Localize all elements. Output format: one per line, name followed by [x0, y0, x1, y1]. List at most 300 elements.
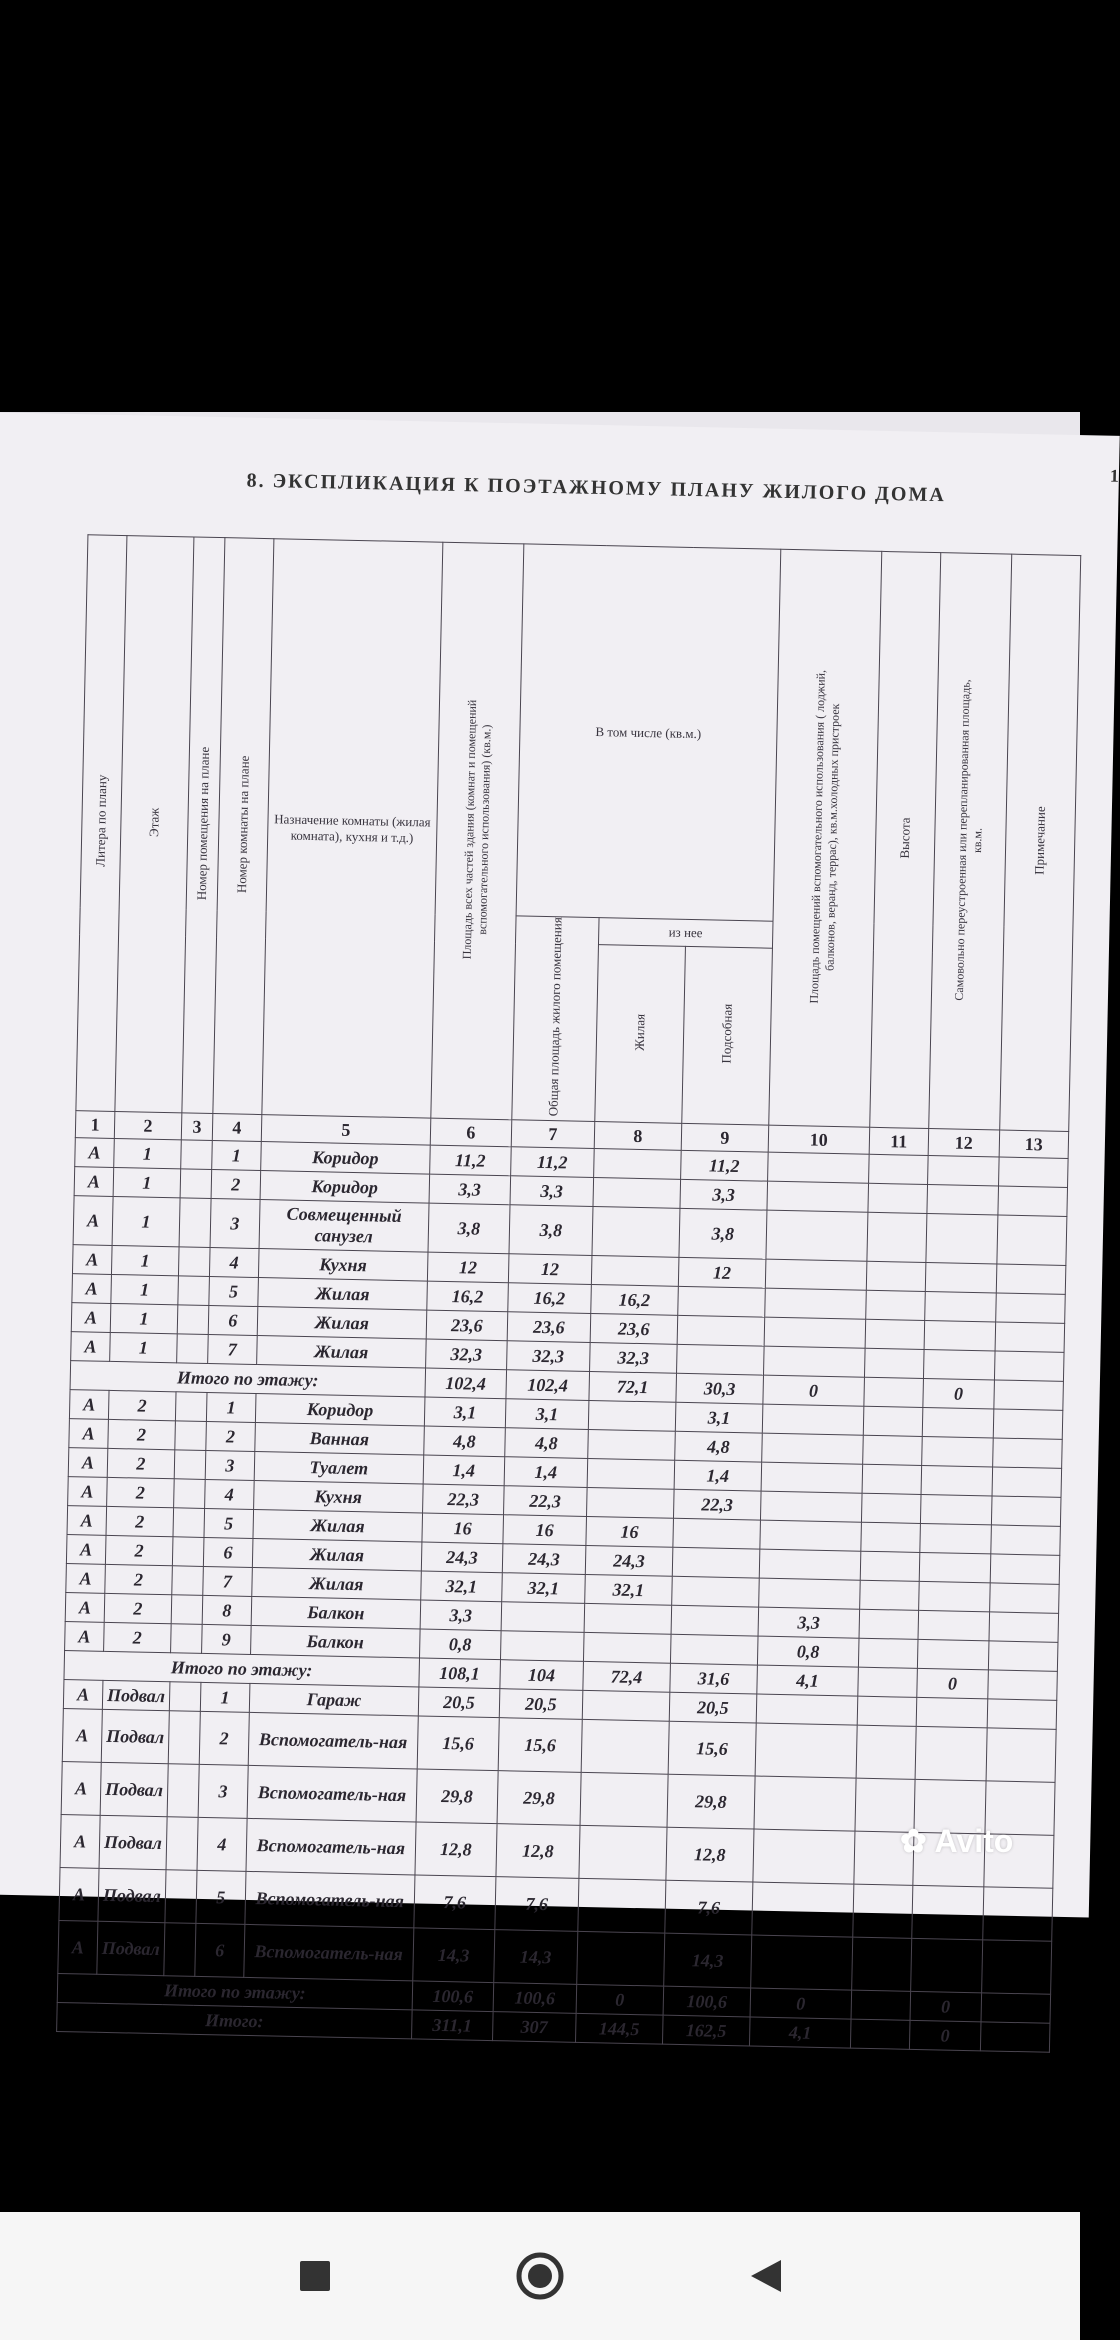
table-cell	[178, 1276, 210, 1306]
table-cell: Итого:	[57, 2003, 412, 2039]
table-cell	[864, 1377, 924, 1407]
table-cell: 31,6	[670, 1663, 758, 1694]
table-cell	[181, 1140, 213, 1170]
table-cell	[578, 1878, 666, 1933]
table-cell	[179, 1198, 211, 1248]
table-cell: А	[61, 1762, 101, 1816]
table-cell: А	[65, 1593, 105, 1623]
table-cell	[868, 1154, 928, 1184]
table-cell	[917, 1640, 989, 1670]
table-cell	[586, 1488, 674, 1519]
table-cell: 162,5	[662, 2015, 750, 2046]
table-cell	[169, 1682, 201, 1712]
home-button[interactable]	[510, 2246, 570, 2306]
table-cell	[922, 1437, 994, 1467]
table-cell: 2	[104, 1593, 171, 1623]
table-cell: 1,4	[423, 1455, 505, 1486]
table-cell	[859, 1580, 919, 1610]
table-cell: А	[68, 1477, 108, 1507]
table-cell	[927, 1185, 999, 1215]
table-cell	[175, 1421, 207, 1451]
table-cell: 5	[204, 1509, 254, 1539]
table-cell: 15,6	[668, 1721, 756, 1776]
table-cell: 12	[508, 1254, 592, 1285]
table-cell: 0	[576, 1984, 664, 2015]
table-cell: Подвал	[101, 1709, 169, 1763]
table-cell	[676, 1344, 764, 1375]
table-cell: А	[71, 1303, 111, 1333]
table-cell: Вспомогатель-ная	[244, 1924, 414, 1981]
table-cell	[992, 1438, 1062, 1468]
header-note: Примечание	[1000, 554, 1081, 1131]
table-cell: 16	[503, 1515, 587, 1546]
square-icon	[298, 2259, 332, 2293]
system-navigation-bar	[0, 2212, 1080, 2340]
table-cell: 2	[108, 1420, 175, 1450]
table-cell: 3,8	[509, 1205, 593, 1256]
table-cell: Туалет	[254, 1452, 424, 1485]
table-cell	[756, 1694, 858, 1725]
table-cell	[164, 1923, 196, 1977]
watermark-text: Avito	[934, 1823, 1014, 1859]
header-subgroup: из нее	[598, 918, 773, 949]
table-cell	[996, 1264, 1066, 1294]
table-cell	[588, 1401, 676, 1432]
table-cell	[670, 1634, 758, 1665]
table-cell: 20,5	[669, 1692, 757, 1723]
table-cell: 1	[110, 1304, 177, 1334]
table-cell	[923, 1350, 995, 1380]
table-cell: 32,3	[425, 1339, 507, 1370]
table-cell: 1	[113, 1168, 180, 1198]
table-cell: 10	[768, 1125, 870, 1154]
table-cell: 3,1	[675, 1402, 763, 1433]
table-cell	[858, 1638, 918, 1668]
table-cell	[754, 1776, 856, 1831]
table-cell: 3,8	[679, 1208, 767, 1259]
table-cell	[579, 1825, 667, 1880]
header-general-area: Общая площадь жилого помещения	[512, 916, 599, 1122]
table-cell	[925, 1292, 997, 1322]
table-cell: Вспомогатель-ная	[248, 1713, 418, 1770]
table-cell	[916, 1698, 988, 1728]
table-cell	[864, 1348, 924, 1378]
table-cell: 108,1	[419, 1658, 501, 1689]
table-cell: 14,3	[494, 1930, 578, 1985]
table-cell: Ванная	[255, 1423, 425, 1456]
document-title: 8. ЭКСПЛИКАЦИЯ К ПОЭТАЖНОМУ ПЛАНУ ЖИЛОГО ДОМА	[246, 469, 946, 507]
table-cell: Жилая	[257, 1307, 427, 1340]
table-cell: 3,1	[505, 1399, 589, 1430]
table-cell: 3	[198, 1764, 248, 1818]
table-cell	[863, 1406, 923, 1436]
table-cell	[859, 1609, 919, 1639]
table-cell	[851, 1990, 911, 2020]
table-cell: 32,1	[421, 1571, 503, 1602]
table-cell	[672, 1547, 760, 1578]
table-cell: Балкон	[251, 1597, 421, 1630]
header-floor: Этаж	[115, 536, 194, 1113]
table-cell	[988, 1641, 1058, 1671]
table-cell	[168, 1711, 200, 1765]
table-cell: 16	[422, 1513, 504, 1544]
table-cell	[925, 1263, 997, 1293]
table-cell: 1	[111, 1246, 178, 1276]
table-cell: 3,8	[428, 1203, 510, 1254]
table-cell	[765, 1259, 867, 1290]
table-cell	[583, 1633, 671, 1664]
table-cell: А	[62, 1709, 102, 1763]
header-living: Жилая	[595, 945, 686, 1124]
table-cell: 3,3	[420, 1600, 502, 1631]
table-cell: 144,5	[575, 2013, 663, 2044]
table-cell: 3,3	[758, 1607, 860, 1638]
table-cell: 4	[212, 1114, 262, 1142]
table-cell	[926, 1214, 998, 1264]
table-body	[57, 1138, 1068, 2053]
table-cell	[671, 1605, 759, 1636]
table-cell: 2	[104, 1622, 171, 1652]
table-cell: 6	[430, 1118, 512, 1147]
table-cell	[863, 1435, 923, 1465]
header-purpose: Назначение комнаты (жилая комната), кухня и т.д.)	[262, 539, 443, 1119]
table-cell: 8	[202, 1596, 252, 1626]
table-cell: 6	[203, 1538, 253, 1568]
table-cell	[851, 1937, 911, 1991]
table-cell: 20,5	[418, 1687, 500, 1718]
table-cell: 14,3	[664, 1933, 752, 1988]
table-cell	[866, 1290, 926, 1320]
table-cell	[592, 1207, 680, 1258]
table-cell: 1	[111, 1275, 178, 1305]
table-cell: 1	[200, 1683, 250, 1713]
table-cell	[993, 1409, 1063, 1439]
table-cell: 32,3	[506, 1341, 590, 1372]
table-cell	[762, 1433, 864, 1464]
table-cell: 32,1	[502, 1573, 586, 1604]
header-height: Высота	[870, 551, 941, 1128]
table-cell: 2	[106, 1507, 173, 1537]
header-group: В том числе (кв.м.)	[516, 544, 781, 921]
table-cell: 3,1	[424, 1397, 506, 1428]
table-cell: 2	[114, 1112, 181, 1140]
circle-icon	[514, 2250, 566, 2302]
table-cell: 0	[917, 1669, 989, 1699]
table-cell: 1	[206, 1393, 256, 1423]
table-cell: 0	[923, 1379, 995, 1409]
table-cell: 24,3	[421, 1542, 503, 1573]
table-cell	[990, 1554, 1060, 1584]
table-cell: 12	[928, 1129, 1000, 1157]
table-cell: Жилая	[252, 1568, 422, 1601]
table-cell: 0	[909, 2020, 981, 2050]
table-cell: 11	[869, 1127, 929, 1155]
table-cell: Кухня	[253, 1481, 423, 1514]
table-cell: 100,6	[663, 1986, 751, 2017]
table-cell: 104	[500, 1660, 584, 1691]
table-cell: Подвал	[97, 1921, 165, 1975]
table-cell	[766, 1210, 868, 1261]
table-cell: 3,3	[510, 1176, 594, 1207]
header-litera: Литера по плану	[76, 535, 127, 1112]
table-cell: 29,8	[416, 1769, 498, 1824]
table-cell	[983, 1887, 1053, 1941]
table-cell	[755, 1723, 857, 1778]
table-cell: Кухня	[258, 1249, 428, 1282]
table-cell: А	[74, 1167, 114, 1197]
table-cell	[762, 1404, 864, 1435]
table-cell: 5	[209, 1277, 259, 1307]
table-cell: 2	[105, 1535, 172, 1565]
table-cell	[767, 1152, 869, 1183]
table-cell	[172, 1537, 204, 1567]
table-cell	[922, 1408, 994, 1438]
table-cell: 4	[209, 1248, 259, 1278]
table-cell	[856, 1725, 916, 1779]
table-cell	[920, 1495, 992, 1525]
table-cell: 11,2	[510, 1147, 594, 1178]
table-cell: А	[66, 1535, 106, 1565]
table-cell	[582, 1691, 670, 1722]
table-cell: 29,8	[667, 1774, 755, 1829]
table-cell	[760, 1520, 862, 1551]
table-cell	[921, 1466, 993, 1496]
table-cell: Подвал	[98, 1868, 166, 1922]
table-cell: 3,3	[680, 1179, 768, 1210]
table-cell: 0,8	[757, 1636, 859, 1667]
table-cell	[857, 1696, 917, 1726]
table-cell: Балкон	[250, 1626, 420, 1659]
table-cell	[994, 1351, 1064, 1381]
table-cell	[858, 1667, 918, 1697]
table-cell: 0	[763, 1375, 865, 1406]
table-cell: 32,1	[585, 1575, 673, 1606]
table-cell: 2	[206, 1422, 256, 1452]
table-cell	[918, 1611, 990, 1641]
table-cell	[677, 1315, 765, 1346]
table-cell	[171, 1595, 203, 1625]
table-cell	[167, 1764, 199, 1818]
table-cell: 6	[195, 1923, 245, 1977]
table-cell: 12	[678, 1257, 766, 1288]
table-cell: 23,6	[507, 1312, 591, 1343]
table-cell: 20,5	[499, 1689, 583, 1720]
table-cell: А	[60, 1815, 100, 1869]
table-cell: 7,6	[495, 1877, 579, 1932]
table-cell	[996, 1293, 1066, 1323]
table-cell	[175, 1392, 207, 1422]
table-cell: Итого по этажу:	[64, 1651, 419, 1687]
table-cell: Совмещенный санузел	[259, 1200, 429, 1253]
table-cell	[912, 1885, 984, 1939]
table-cell	[584, 1604, 672, 1635]
table-cell: А	[72, 1274, 112, 1304]
table-cell: 2	[108, 1391, 175, 1421]
table-cell	[980, 2022, 1050, 2052]
table-cell	[176, 1334, 208, 1364]
table-cell: 311,1	[411, 2010, 493, 2041]
table-cell: 24,3	[502, 1544, 586, 1575]
table-cell: Подвал	[102, 1680, 169, 1710]
table-cell	[862, 1464, 922, 1494]
table-cell: 1,4	[504, 1457, 588, 1488]
table-cell: 307	[492, 2012, 576, 2043]
table-cell: А	[59, 1868, 99, 1922]
table-cell: А	[69, 1390, 109, 1420]
table-cell: 100,6	[493, 1983, 577, 2014]
triangle-back-icon	[745, 2256, 785, 2296]
table-cell: 23,6	[426, 1310, 508, 1341]
table-cell	[673, 1518, 761, 1549]
table-cell: А	[73, 1196, 113, 1246]
table-cell: 9	[201, 1625, 251, 1655]
table-cell: Вспомогатель-ная	[247, 1766, 417, 1823]
table-cell	[173, 1508, 205, 1538]
table-cell: А	[75, 1138, 115, 1168]
avito-watermark	[900, 1822, 1013, 1860]
table-cell	[764, 1317, 866, 1348]
table-cell	[981, 1993, 1051, 2023]
table-cell: 3	[210, 1199, 260, 1249]
table-cell	[580, 1772, 668, 1827]
table-cell: 15,6	[417, 1716, 499, 1771]
avito-logo-icon: ✿	[900, 1823, 927, 1859]
table-cell: 1	[114, 1139, 181, 1169]
table-cell: 22,3	[673, 1489, 761, 1520]
table-cell	[177, 1305, 209, 1335]
table-cell: Коридор	[255, 1394, 425, 1427]
table-cell: 5	[261, 1115, 431, 1146]
table-cell: А	[69, 1419, 109, 1449]
table-cell: 7	[207, 1335, 257, 1365]
table-cell: Жилая	[252, 1539, 422, 1572]
table-cell: 4,1	[749, 2017, 851, 2048]
table-cell: 7	[511, 1120, 595, 1149]
header-self-rebuilt: Самовольно переустроенная или перепланированная площадь, кв.м.	[929, 553, 1012, 1130]
table-cell	[500, 1631, 584, 1662]
table-cell: 7	[203, 1567, 253, 1597]
photo-area	[0, 412, 1120, 2046]
table-cell	[767, 1181, 869, 1212]
table-cell: 2	[105, 1564, 172, 1594]
table-cell: 24,3	[585, 1546, 673, 1577]
table-cell: Вспомогатель-ная	[245, 1871, 415, 1928]
table-cell	[910, 1938, 982, 1992]
table-cell	[170, 1624, 202, 1654]
table-cell	[173, 1479, 205, 1509]
table-cell	[672, 1576, 760, 1607]
table-cell: А	[71, 1332, 111, 1362]
table-cell	[867, 1212, 927, 1262]
header-room-number: Номер комнаты на плане	[213, 538, 274, 1115]
page-number: 1	[1109, 465, 1120, 486]
table-cell: 9	[681, 1123, 769, 1152]
table-cell: 0	[750, 1988, 852, 2019]
table-cell	[178, 1247, 210, 1277]
table-cell: 1	[110, 1333, 177, 1363]
table-cell	[593, 1149, 681, 1180]
table-cell	[860, 1551, 920, 1581]
recents-button[interactable]	[285, 2246, 345, 2306]
table-cell	[581, 1720, 669, 1775]
table-cell: 11,2	[680, 1150, 768, 1181]
table-cell	[765, 1288, 867, 1319]
table-cell: Жилая	[256, 1336, 426, 1369]
table-cell	[501, 1602, 585, 1633]
table-cell: Подвал	[100, 1762, 168, 1816]
document-page	[0, 412, 1120, 2046]
table-cell: 4,8	[424, 1426, 506, 1457]
table-cell	[861, 1522, 921, 1552]
table-cell: 7,6	[665, 1880, 753, 1935]
table-cell	[760, 1491, 862, 1522]
table-cell	[759, 1578, 861, 1609]
table-cell: 3,3	[429, 1174, 511, 1205]
table-cell	[995, 1322, 1065, 1352]
table-cell: 72,4	[583, 1662, 671, 1693]
table-cell	[919, 1553, 991, 1583]
table-cell	[761, 1462, 863, 1493]
table-cell	[998, 1186, 1068, 1216]
table-cell: Подвал	[99, 1815, 167, 1869]
table-cell	[866, 1261, 926, 1291]
table-cell	[915, 1727, 987, 1781]
table-cell: 16	[586, 1517, 674, 1548]
table-cell	[997, 1215, 1067, 1265]
table-cell: 4,8	[675, 1431, 763, 1462]
table-cell: 2	[211, 1170, 261, 1200]
header-auxiliary-area: Площадь помещений вспомогательного использования ( лоджий, балконов, веранд, террас), кв.м.холодных пристроек	[769, 549, 882, 1127]
table-cell: А	[72, 1245, 112, 1275]
table-cell: 12	[427, 1252, 509, 1283]
table-cell	[593, 1178, 681, 1209]
table-cell: 2	[107, 1478, 174, 1508]
table-cell	[927, 1156, 999, 1186]
table-cell: 100,6	[412, 1981, 494, 2012]
table-cell: А	[67, 1506, 107, 1536]
table-cell: А	[66, 1564, 106, 1594]
table-cell: 32,3	[589, 1343, 677, 1374]
table-cell: 12,8	[496, 1824, 580, 1879]
table-cell: 29,8	[497, 1771, 581, 1826]
table-cell: 72,1	[589, 1372, 677, 1403]
table-cell: 4,8	[505, 1428, 589, 1459]
table-cell: 0	[910, 1991, 982, 2021]
table-cell	[577, 1931, 665, 1986]
table-cell: 13	[999, 1130, 1069, 1158]
table-cell: 12,8	[666, 1827, 754, 1882]
table-cell	[998, 1157, 1068, 1187]
header-premise-number: Номер помещения на плане	[182, 537, 225, 1114]
table-cell: 0,8	[419, 1629, 501, 1660]
table-cell: 30,3	[676, 1373, 764, 1404]
table-cell: 5	[196, 1870, 246, 1924]
table-cell	[994, 1380, 1064, 1410]
table-cell	[172, 1566, 204, 1596]
header-auxiliary: Подсобная	[682, 946, 773, 1125]
table-cell	[918, 1582, 990, 1612]
table-cell	[986, 1728, 1056, 1782]
table-cell	[678, 1286, 766, 1317]
table-cell	[753, 1829, 855, 1884]
table-cell: 4	[197, 1817, 247, 1871]
table-cell	[988, 1670, 1058, 1700]
table-cell: 1	[212, 1141, 262, 1171]
table-cell	[992, 1467, 1062, 1497]
back-button[interactable]	[735, 2246, 795, 2306]
table-cell	[751, 1935, 853, 1990]
table-cell	[868, 1183, 928, 1213]
